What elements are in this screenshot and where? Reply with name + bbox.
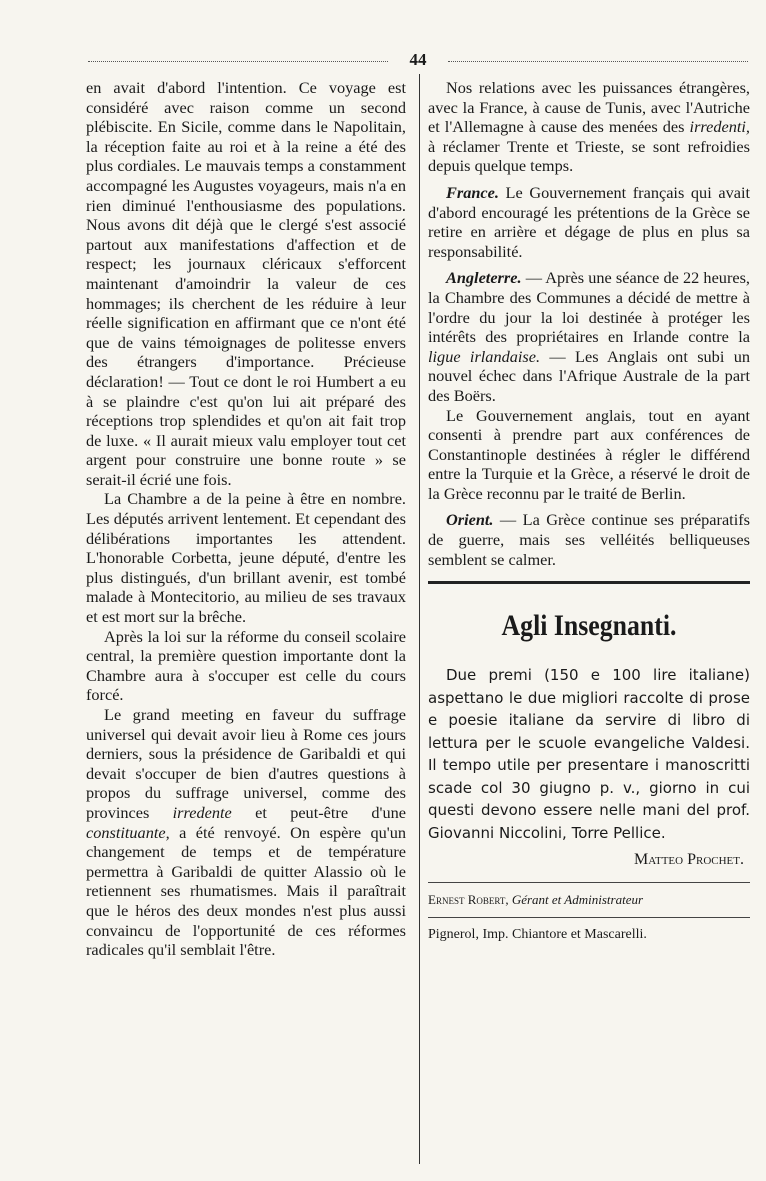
paragraph-school-council: Après la loi sur la réforme du conseil scolaire central, la première question importante dont la Chambre aura à s'occuper est celle du cours forcé. <box>86 626 406 705</box>
right-column <box>428 78 750 944</box>
section-heading-orient: Orient. <box>446 510 494 530</box>
text-run: à réclamer Trente et Trieste, se sont refroidies depuis quelque temps. <box>428 136 750 176</box>
imprint-rule-top <box>428 882 750 883</box>
text-run: — Les Anglais ont subi un nouvel échec dans l'Afrique Australe de la part des Boërs. <box>428 346 750 405</box>
header-rule-right <box>448 61 748 62</box>
notice-title: Agli Insegnanti. <box>501 609 677 643</box>
italic-run: ligue irlandaise. <box>428 346 541 366</box>
text-run: — Après une séance de 22 heures, la Chambre des Communes a décidé de mettre à l'ordre du jour la loi destinée à protéger les intérêts des propriétaires en Irlande contre la <box>428 268 750 347</box>
paragraph-france <box>428 183 750 261</box>
italic-run: irredente <box>172 802 232 822</box>
text-run: et peut-être d'une <box>231 802 406 822</box>
text-run: Nos relations avec les puissances étrangères, avec la France, à cause de Tunis, avec l'Autriche et l'Allemagne à cause des menées des <box>428 78 750 137</box>
page-header <box>88 50 748 72</box>
italic-run: constituante, <box>86 822 170 842</box>
signature: Matteo Prochet. <box>634 851 744 869</box>
printer-line: Pignerol, Imp. Chiantore et Mascarelli. <box>428 926 647 942</box>
gerant-line <box>428 891 750 909</box>
section-rule <box>428 581 750 584</box>
paragraph-orient <box>428 510 750 569</box>
notice-text: Due premi (150 e 100 lire italiane) aspettano le due migliori raccolte di prose e poesie italiane da servire di libro di lettura per le scuole evangeliche Valdesi. Il tempo utile per presentare i manoscritti scade col 30 giugno p. v., giorno in cui questi devono essere nelle mani del prof. Giovanni Niccolini, Torre Pellice. <box>428 666 750 842</box>
text-run: a été renvoyé. On espère qu'un changement de temps et de température permettra à Garibaldi de quitter Alassio où le retiennent ses rhumatismes. Mais il paraîtrait que le héros des deux mondes n'est plus aussi convaincu de l'opportunité de ces réformes radicales qu'il semblait l'être. <box>86 822 406 960</box>
paragraph-foreign-relations <box>428 78 750 176</box>
paragraph-angleterre <box>428 268 750 405</box>
imprint-rule-bottom <box>428 917 750 918</box>
text-run: Le grand meeting en faveur du suffrage universel qui devait avoir lieu à Rome ces jours derniers, sous la présidence de Garibaldi et qui devait s'occuper de bien d'autres questions à propos du suffrage universel, comme des provinces <box>86 705 406 822</box>
page-number: 44 <box>409 50 427 69</box>
text-run: — La Grèce continue ses préparatifs de guerre, mais ses velléités belliqueuses semblent se calmer. <box>428 510 750 569</box>
paragraph-royal-voyage: en avait d'abord l'intention. Ce voyage est considéré avec raison comme un second plébiscite. En Sicile, comme dans le Napolitain, la réception faite au roi et à la reine a été des plus cordiales. Le mauvais temps a constamment accompagné les Augustes voyageurs, mais n'a en rien diminué l'enthousiasme des populations. Nous avons dit déjà que le clergé s'est associé partout aux manifestations d'affection et de respect; les journaux cléricaux s'efforcent maintenant d'amoindrir la valeur de ces hommages; ils cherchent de les réduire à leur réelle signification en affirmant que ce n'ont été que de vains témoignages de politesse envers des étrangers d'importance. Précieuse déclaration! — Tout ce dont le roi Humbert a eu à se plaindre c'est qu'on lui ait préparé des réceptions trop splendides et qu'on ait fait trop de luxe. « Il aurait mieux valu employer tout cet argent pour construire une bonne route » se serait-il écrié une fois. <box>86 78 406 489</box>
paragraph-chamber: La Chambre a de la peine à être en nombre. Les députés arrivent lentement. Et cependant des délibérations importantes les attendent. L'honorable Corbetta, jeune député, d'entre les plus distingués, d'un brillant avenir, est tombé malade à Montecitorio, au milieu de ses travaux et est mort sur la brêche. <box>86 489 406 627</box>
section-heading-angleterre: Angleterre. <box>446 268 522 288</box>
gerant-title: Gérant et Administrateur <box>508 891 644 907</box>
italic-run: irredenti, <box>689 117 750 137</box>
paragraph-suffrage-meeting <box>86 705 406 960</box>
text-run: Le Gouvernement français qui avait d'abord encouragé les prétentions de la Grèce se retire en arrière et dégage de plus en plus sa responsabilité. <box>428 182 750 261</box>
left-column <box>86 78 406 960</box>
gerant-name: Ernest Robert, <box>428 891 509 907</box>
column-divider <box>419 74 420 1164</box>
section-heading-france: France. <box>446 182 499 202</box>
paragraph-english-government: Le Gouvernement anglais, tout en ayant consenti à prendre part aux conférences de Constantinople destinées à régler le différend entre la Turquie et la Grèce, a réservé le droit de la Grèce reconnu par le traité de Berlin. <box>428 405 750 503</box>
